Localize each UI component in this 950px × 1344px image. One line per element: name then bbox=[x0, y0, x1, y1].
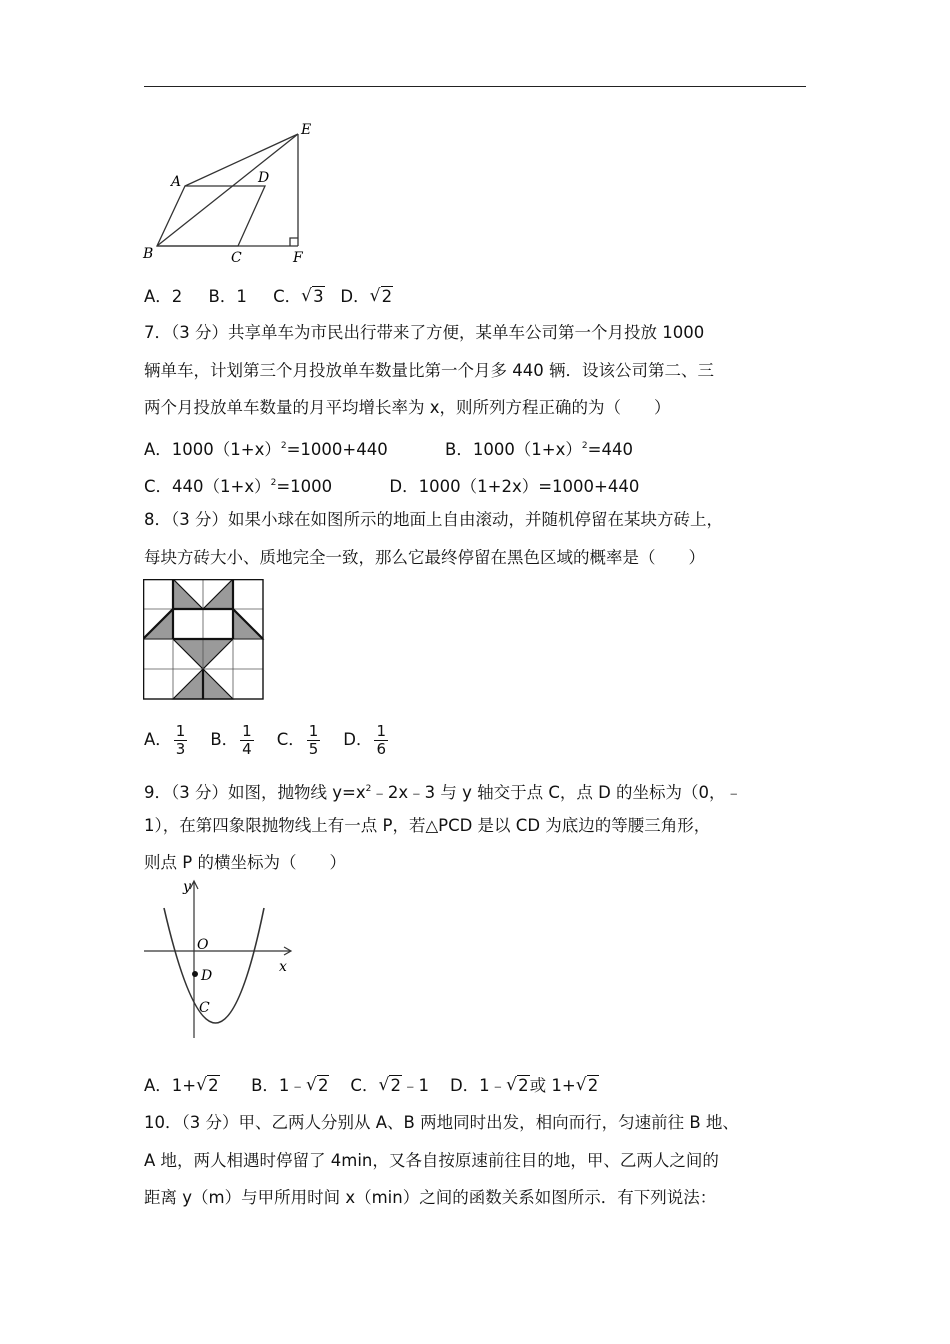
q9-option-c: C．√ 2﹣1 bbox=[350, 1074, 429, 1098]
q9-line-3: 则点 P 的横坐标为（ ） bbox=[144, 853, 346, 872]
sqrt-symbol: √ 2 bbox=[370, 285, 394, 309]
q9-line-1: 9．（3 分）如图，抛物线 $y=x^2﹣2x﹣3$ 与 y 轴交于点 C，点 D 的坐标为（0，﹣ bbox=[144, 783, 743, 802]
q9-options bbox=[144, 1074, 599, 1098]
label-f: F bbox=[293, 250, 303, 266]
q6-figure bbox=[140, 118, 320, 268]
q10-line-2: A 地，两人相遇时停留了 4min，又各自按原速前往目的地，甲、乙两人之间的 bbox=[144, 1151, 719, 1170]
q6-options bbox=[144, 285, 393, 309]
q10-line-3: 距离 y（m）与甲所用时间 x（min）之间的函数关系如图所示．有下列说法： bbox=[144, 1188, 717, 1207]
q7-line-3: 两个月投放单车数量的月平均增长率为 x，则所列方程正确的为（ ） bbox=[144, 398, 671, 417]
q6-option-a: A．2 bbox=[144, 287, 183, 306]
q8-option-b: B． $\frac{1}{4}$ bbox=[210, 722, 252, 758]
q8-option-a: A． $\frac{1}{3}$ bbox=[144, 722, 186, 758]
q6-option-b: B．1 bbox=[208, 287, 247, 306]
q7-options-row-1 bbox=[144, 434, 633, 462]
q7-option-d: D．1000（1+2x）=1000+440 bbox=[389, 477, 640, 496]
q8-option-d: D． $\frac{1}{6}$ bbox=[343, 722, 387, 758]
q7-option-b: B．$1000(1+x)^2=440$ bbox=[445, 440, 633, 459]
sqrt-symbol: √ 3 bbox=[301, 285, 325, 309]
q9-line-2: 1），在第四象限抛物线上有一点 P，若△PCD 是以 CD 为底边的等腰三角形， bbox=[144, 816, 711, 835]
q9-option-a: A．1+√ 2 bbox=[144, 1074, 220, 1098]
label-c: C bbox=[199, 1000, 210, 1016]
parabola-curve bbox=[164, 908, 264, 1023]
q8-tile-figure bbox=[143, 579, 265, 701]
label-e: E bbox=[301, 122, 312, 138]
label-d: D bbox=[201, 968, 213, 984]
label-b: B bbox=[143, 246, 154, 262]
q6-option-d: D．√ 2 bbox=[340, 285, 393, 309]
q8-line-2: 每块方砖大小、质地完全一致，那么它最终停留在黑色区域的概率是（ ） bbox=[144, 548, 705, 567]
q8-line-1: 8．（3 分）如果小球在如图所示的地面上自由滚动，并随机停留在某块方砖上， bbox=[144, 510, 723, 529]
q9-option-b: B．1﹣√ 2 bbox=[251, 1074, 329, 1098]
parallelogram-abcd bbox=[157, 186, 265, 246]
segment-be bbox=[157, 134, 298, 246]
q7-line-2: 辆单车，计划第三个月投放单车数量比第一个月多 440 辆．设该公司第二、三 bbox=[144, 361, 714, 380]
label-o: O bbox=[197, 937, 209, 953]
q7-option-a: A．$1000(1+x)^2=1000+440$ bbox=[144, 440, 388, 459]
q9-parabola-figure bbox=[142, 878, 302, 1043]
q7-options-row-2 bbox=[144, 471, 639, 499]
q6-option-c: C．√ 3 bbox=[273, 285, 325, 309]
label-a: A bbox=[171, 174, 182, 190]
q10-line-1: 10．（3 分）甲、乙两人分别从 A、B 两地同时出发，相向而行，匀速前往 B 地、 bbox=[144, 1113, 739, 1132]
label-c: C bbox=[231, 250, 242, 266]
q8-option-c: C． $\frac{1}{5}$ bbox=[276, 722, 319, 758]
q7-line-1: 7．（3 分）共享单车为市民出行带来了方便，某单车公司第一个月投放 1000 bbox=[144, 323, 705, 342]
label-y: y bbox=[183, 879, 191, 895]
q8-options bbox=[144, 720, 390, 760]
label-d: D bbox=[258, 170, 270, 186]
right-angle-mark bbox=[290, 238, 298, 246]
label-x: x bbox=[279, 959, 287, 975]
header-rule bbox=[144, 86, 806, 87]
q9-option-d: D．1﹣√ 2或 1+√ 2 bbox=[450, 1074, 599, 1098]
point-d bbox=[192, 971, 198, 977]
q7-option-c: C．$440(1+x)^2=1000$ bbox=[144, 477, 333, 496]
